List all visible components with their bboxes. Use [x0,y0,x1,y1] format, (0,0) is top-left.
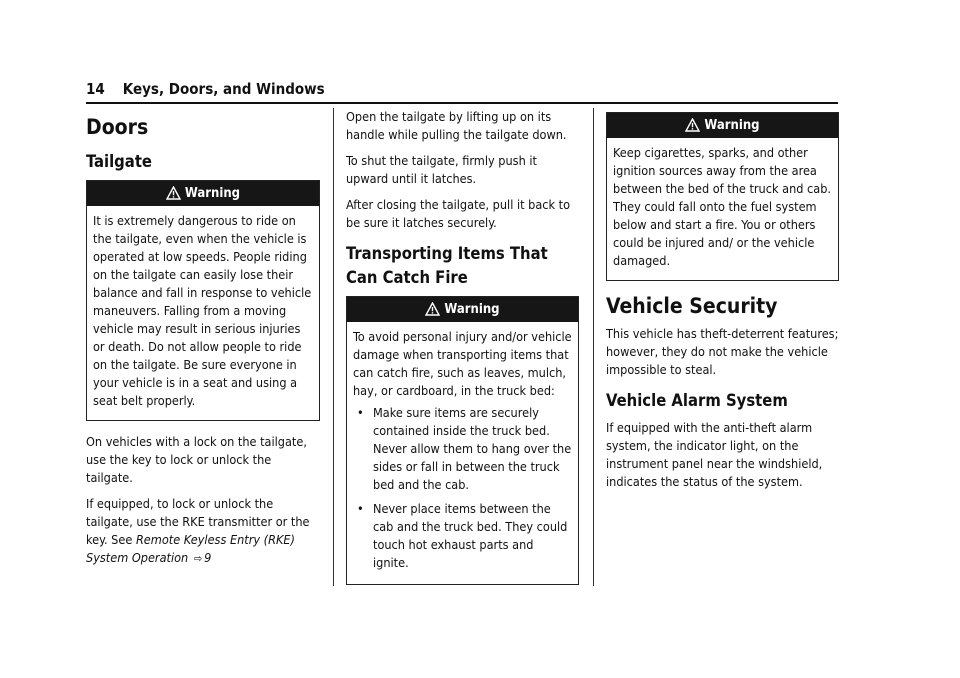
heading-vehicle-alarm-system: Vehicle Alarm System [606,391,788,410]
paragraph: Open the tailgate by lifting up on its handle while pulling the tailgate down. [346,109,567,142]
paragraph: On vehicles with a lock on the tailgate, use the key to lock or unlock the tailgate. [86,434,307,485]
warning-header [347,297,578,322]
warning-box-fire [346,296,579,585]
warning-box-ignition [606,112,839,281]
list-item: • Make sure items are securely contained inside the truck bed. Never allow them to hang over the sides or fall in between the truck bed and the cab. [357,405,572,492]
warning-text: It is extremely dangerous to ride on the tailgate, even when the vehicle is operated at low speeds. People riding on the tailgate can easily lose their balance and fall in response to vehicle maneuvers. Falling from a moving vehicle may result in serious injuries or death. Do not allow people to ride on the tailgate. Be sure everyone in your vehicle is in a seat and using a seat belt properly. [93,213,312,408]
paragraph-with-reference: If equipped, to lock or unlock the tailgate, use the RKE transmitter or the key. See Remote Keyless Entry (RKE) System Operation ⇨ 9 [86,495,320,568]
warning-bullet-list [353,404,572,572]
paragraph: After closing the tailgate, pull it back to be sure it latches securely. [346,197,571,230]
warning-triangle-icon [425,302,440,316]
cross-reference-link[interactable]: Remote Keyless Entry (RKE) System Operation ⇨ 9 [86,532,295,565]
page-number: 14 [86,80,105,98]
list-item: • Never place items between the cab and the truck bed. They could touch hot exhaust parts and ignite. [357,501,568,570]
bullet-icon: • [357,405,364,420]
paragraph: To shut the tailgate, firmly push it upward until it latches. [346,153,537,186]
warning-box-tailgate [86,180,320,421]
page-header [86,80,325,98]
warning-header [87,181,319,206]
header-rule [86,102,838,104]
warning-label: Warning [704,118,760,133]
warning-triangle-icon [685,118,700,132]
warning-label: Warning [184,186,241,201]
warning-label: Warning [444,302,500,317]
warning-header [607,113,838,138]
column-2 [346,108,579,597]
warning-text: To avoid personal injury and/or vehicle damage when transporting items that can catch fire, such as leaves, mulch, hay, or cardboard, in the truck bed: [353,329,572,398]
paragraph: This vehicle has theft-deterrent features; however, they do not make the vehicle impossible to steal. [606,326,839,377]
warning-text: Keep cigarettes, sparks, and other ignition sources away from the area between the bed of the truck and cab. They could fall onto the fuel system below and start a fire. You or others could be injured and/ or the vehicle damaged. [613,145,832,268]
heading-vehicle-security: Vehicle Security [606,294,778,318]
warning-triangle-icon [166,186,181,200]
heading-transporting-items: Transporting Items That Can Catch Fire [346,244,548,287]
column-1 [86,108,320,576]
section-title: Keys, Doors, and Windows [122,80,325,98]
heading-doors: Doors [86,115,149,139]
bullet-icon: • [357,501,364,516]
column-3 [606,108,839,499]
page-reference-icon: ⇨ [193,552,203,565]
column-divider-2 [593,108,594,586]
column-divider-1 [333,108,334,586]
reference-page-number: 9 [204,550,212,565]
paragraph: If equipped with the anti-theft alarm system, the indicator light, on the instrument panel near the windshield, indicates the status of the system. [606,420,823,489]
heading-tailgate: Tailgate [86,152,152,171]
